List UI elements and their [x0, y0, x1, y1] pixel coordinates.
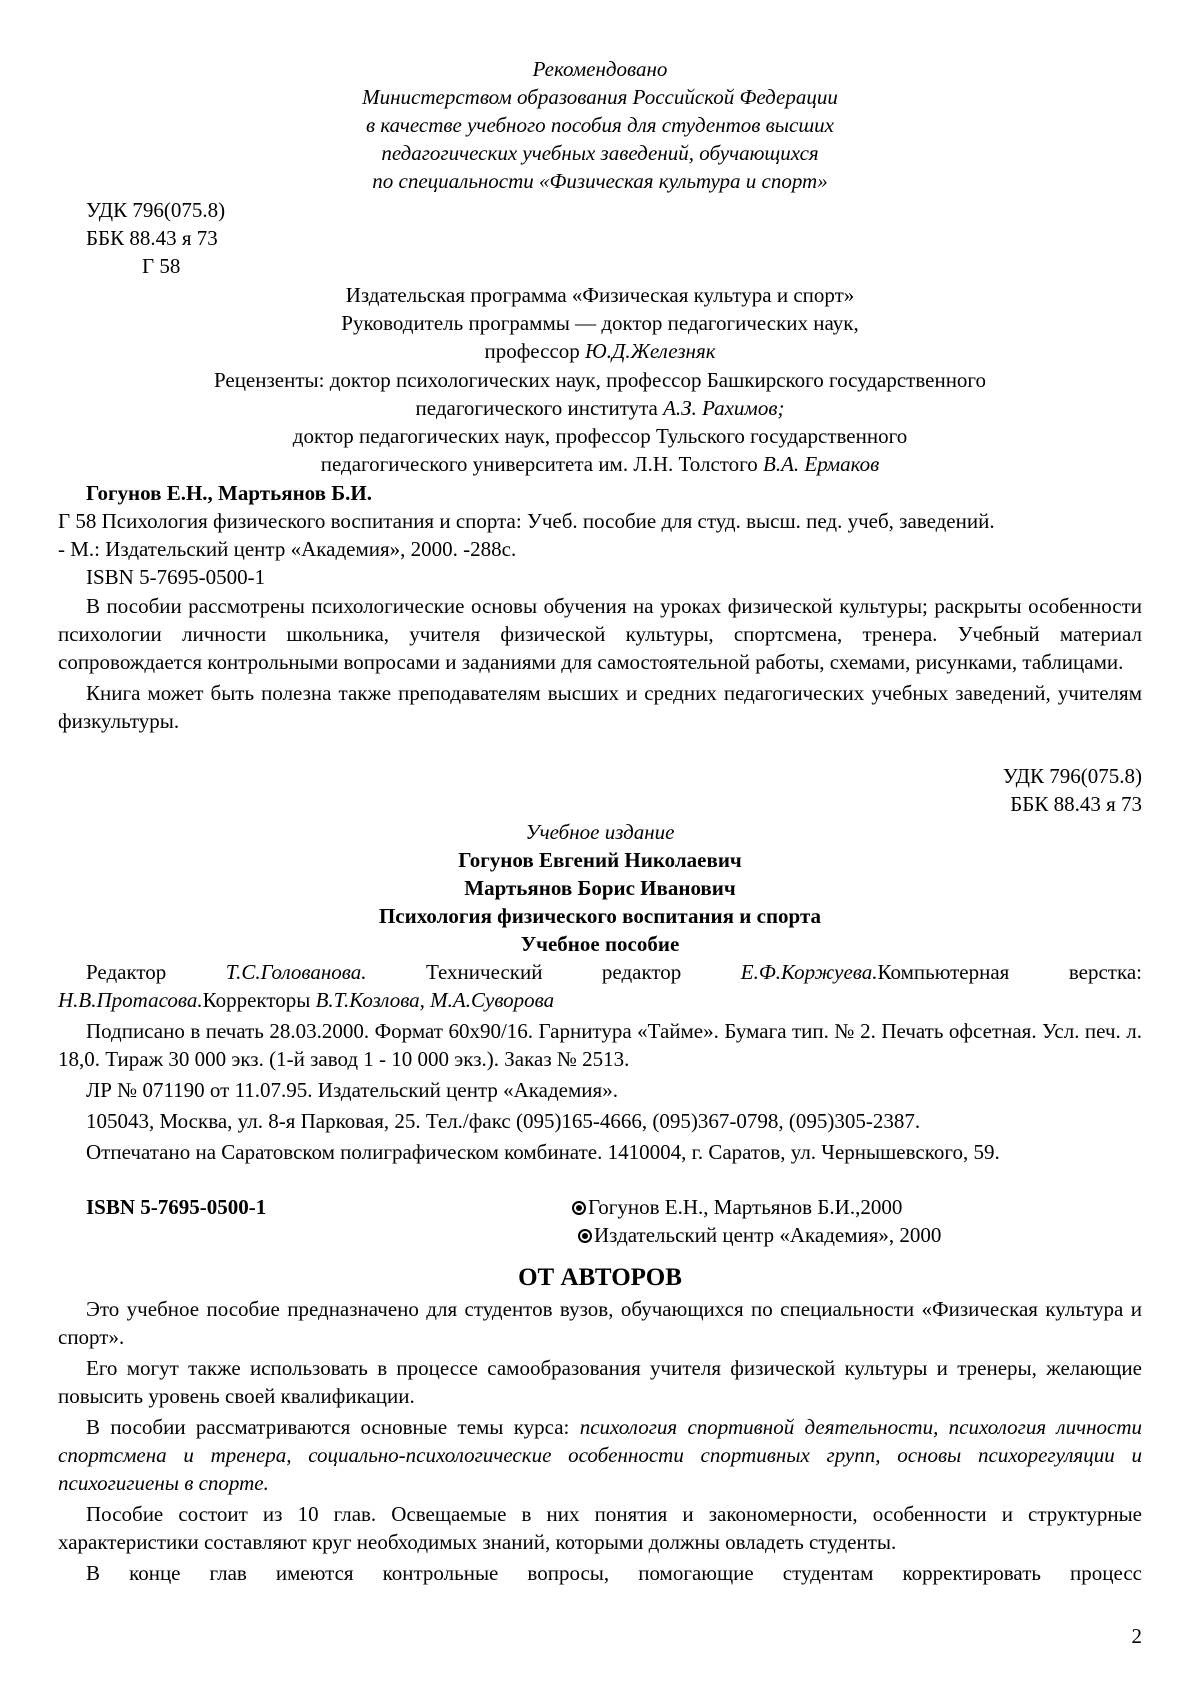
- recommendation-line-5: по специальности «Физическая культура и спорт»: [372, 169, 828, 193]
- program-line-2: Руководитель программы — доктор педагогических наук,: [341, 311, 859, 335]
- reviewers-line-3: доктор педагогических наук, профессор Тульского государственного: [292, 424, 908, 448]
- credits-block: [58, 958, 1142, 1014]
- bibliographic-line-1: Г 58 Психология физического воспитания и спорта: Учеб. пособие для студ. высш. пед. учеб, заведений.: [58, 509, 995, 533]
- author-mark-code: Г 58: [142, 254, 181, 278]
- reviewers-line-4: педагогического университета им. Л.Н. Толстого В.А. Ермаков: [320, 452, 880, 476]
- edition-author-1: Гогунов Евгений Николаевич: [458, 848, 742, 872]
- foreword-heading: ОТ АВТОРОВ: [518, 1264, 682, 1291]
- program-line-3: профессор Ю.Д.Железняк: [484, 339, 716, 363]
- edition-subtitle: Учебное пособие: [520, 932, 680, 956]
- foreword-block: [58, 1295, 1142, 1590]
- reviewers-line-2: педагогического института А.З. Рахимов;: [415, 396, 785, 420]
- edition-type: Учебное издание: [525, 820, 675, 844]
- edition-title: Психология физического воспитания и спорта: [378, 904, 822, 928]
- imprint-paragraph-3: 105043, Москва, ул. 8-я Парковая, 25. Тел./факс (095)165-4666, (095)367-0798, (095)305-2387.: [86, 1109, 921, 1133]
- foreword-paragraph-3: В пособии рассматриваются основные темы курса: психология спортивной деятельности, психология личности спортсмена и тренера, социально-психологические особенности спортивных групп, основы психорегуляции и психогигиены в спорте.: [58, 1415, 1142, 1495]
- isbn-line: ISBN 5-7695-0500-1: [86, 565, 266, 589]
- page-number: 2: [1131, 1624, 1142, 1648]
- recommendation-line-1: Рекомендовано: [532, 57, 668, 81]
- credits-line-1: Редактор Т.С.Голованова. Технический редактор Е.Ф.Коржуева.Компьютерная верстка:: [86, 960, 1142, 984]
- foreword-paragraph-4: Пособие состоит из 10 глав. Освещаемые в них понятия и закономерности, особенности и структурные характеристики составляют круг необходимых знаний, которыми должны овладеть студенты.: [58, 1502, 1142, 1554]
- imprint-paragraph-1: Подписано в печать 28.03.2000. Формат 60x90/16. Гарнитура «Тайме». Бумага тип. № 2. Печать офсетная. Усл. печ. л. 18,0. Тираж 30 000 экз. (1-й завод 1 - 10 000 экз.). Заказ № 2513.: [58, 1019, 1142, 1071]
- abstract-block: [58, 592, 1142, 738]
- bibliographic-line-2: - М.: Издательский центр «Академия», 2000. -288с.: [58, 537, 517, 561]
- copyright-line-2: Издательский центр «Академия», 2000: [578, 1221, 941, 1249]
- foreword-paragraph-5: В конце глав имеются контрольные вопросы, помогающие студентам корректировать процесс: [86, 1561, 1142, 1585]
- program-line-1: Издательская программа «Физическая культура и спорт»: [345, 283, 855, 307]
- abstract-paragraph-2: Книга может быть полезна также преподавателям высших и средних педагогических учебных заведений, учителям физкультуры.: [58, 681, 1142, 733]
- foreword-paragraph-2: Его могут также использовать в процессе самообразования учителя физической культуры и тренеры, желающие повысить уровень своей квалификации.: [58, 1356, 1142, 1408]
- recommendation-line-2: Министерством образования Российской Федерации: [362, 85, 838, 109]
- udk-code: УДК 796(075.8): [86, 198, 226, 222]
- recommendation-line-4: педагогических учебных заведений, обучающихся: [381, 141, 819, 165]
- imprint-paragraph-2: ЛР № 071190 от 11.07.95. Издательский центр «Академия».: [86, 1078, 618, 1102]
- reviewers-line-1: Рецензенты: доктор психологических наук, профессор Башкирского государственного: [213, 368, 987, 392]
- copyright-line-1: Гогунов Е.Н., Мартьянов Б.И.,2000: [572, 1193, 902, 1221]
- udk-code-right: УДК 796(075.8): [1002, 764, 1142, 788]
- imprint-block: [58, 1017, 1142, 1169]
- copyright-icon: [578, 1229, 592, 1243]
- bbk-code-right: ББК 88.43 я 73: [1010, 792, 1142, 816]
- isbn-bold: ISBN 5-7695-0500-1: [86, 1195, 267, 1219]
- authors-short: Гогунов Е.Н., Мартьянов Б.И.: [86, 481, 372, 505]
- bbk-code: ББК 88.43 я 73: [86, 226, 218, 250]
- abstract-paragraph-1: В пособии рассмотрены психологические основы обучения на уроках физической культуры; раскрыты особенности психологии личности школьника, учителя физической культуры, спортсмена, тренера. Учебный материал сопровождается контрольными вопросами и заданиями для самостоятельной работы, схемами, рисунками, таблицами.: [58, 594, 1142, 674]
- recommendation-line-3: в качестве учебного пособия для студентов высших: [365, 113, 835, 137]
- foreword-paragraph-1: Это учебное пособие предназначено для студентов вузов, обучающихся по специальности «Физическая культура и спорт».: [58, 1297, 1142, 1349]
- copyright-icon: [572, 1201, 586, 1215]
- credits-line-2: Н.В.Протасова.Корректоры В.Т.Козлова, М.А.Суворова: [58, 988, 555, 1012]
- edition-author-2: Мартьянов Борис Иванович: [464, 876, 736, 900]
- imprint-paragraph-4: Отпечатано на Саратовском полиграфическом комбинате. 1410004, г. Саратов, ул. Чернышевского, 59.: [86, 1140, 1000, 1164]
